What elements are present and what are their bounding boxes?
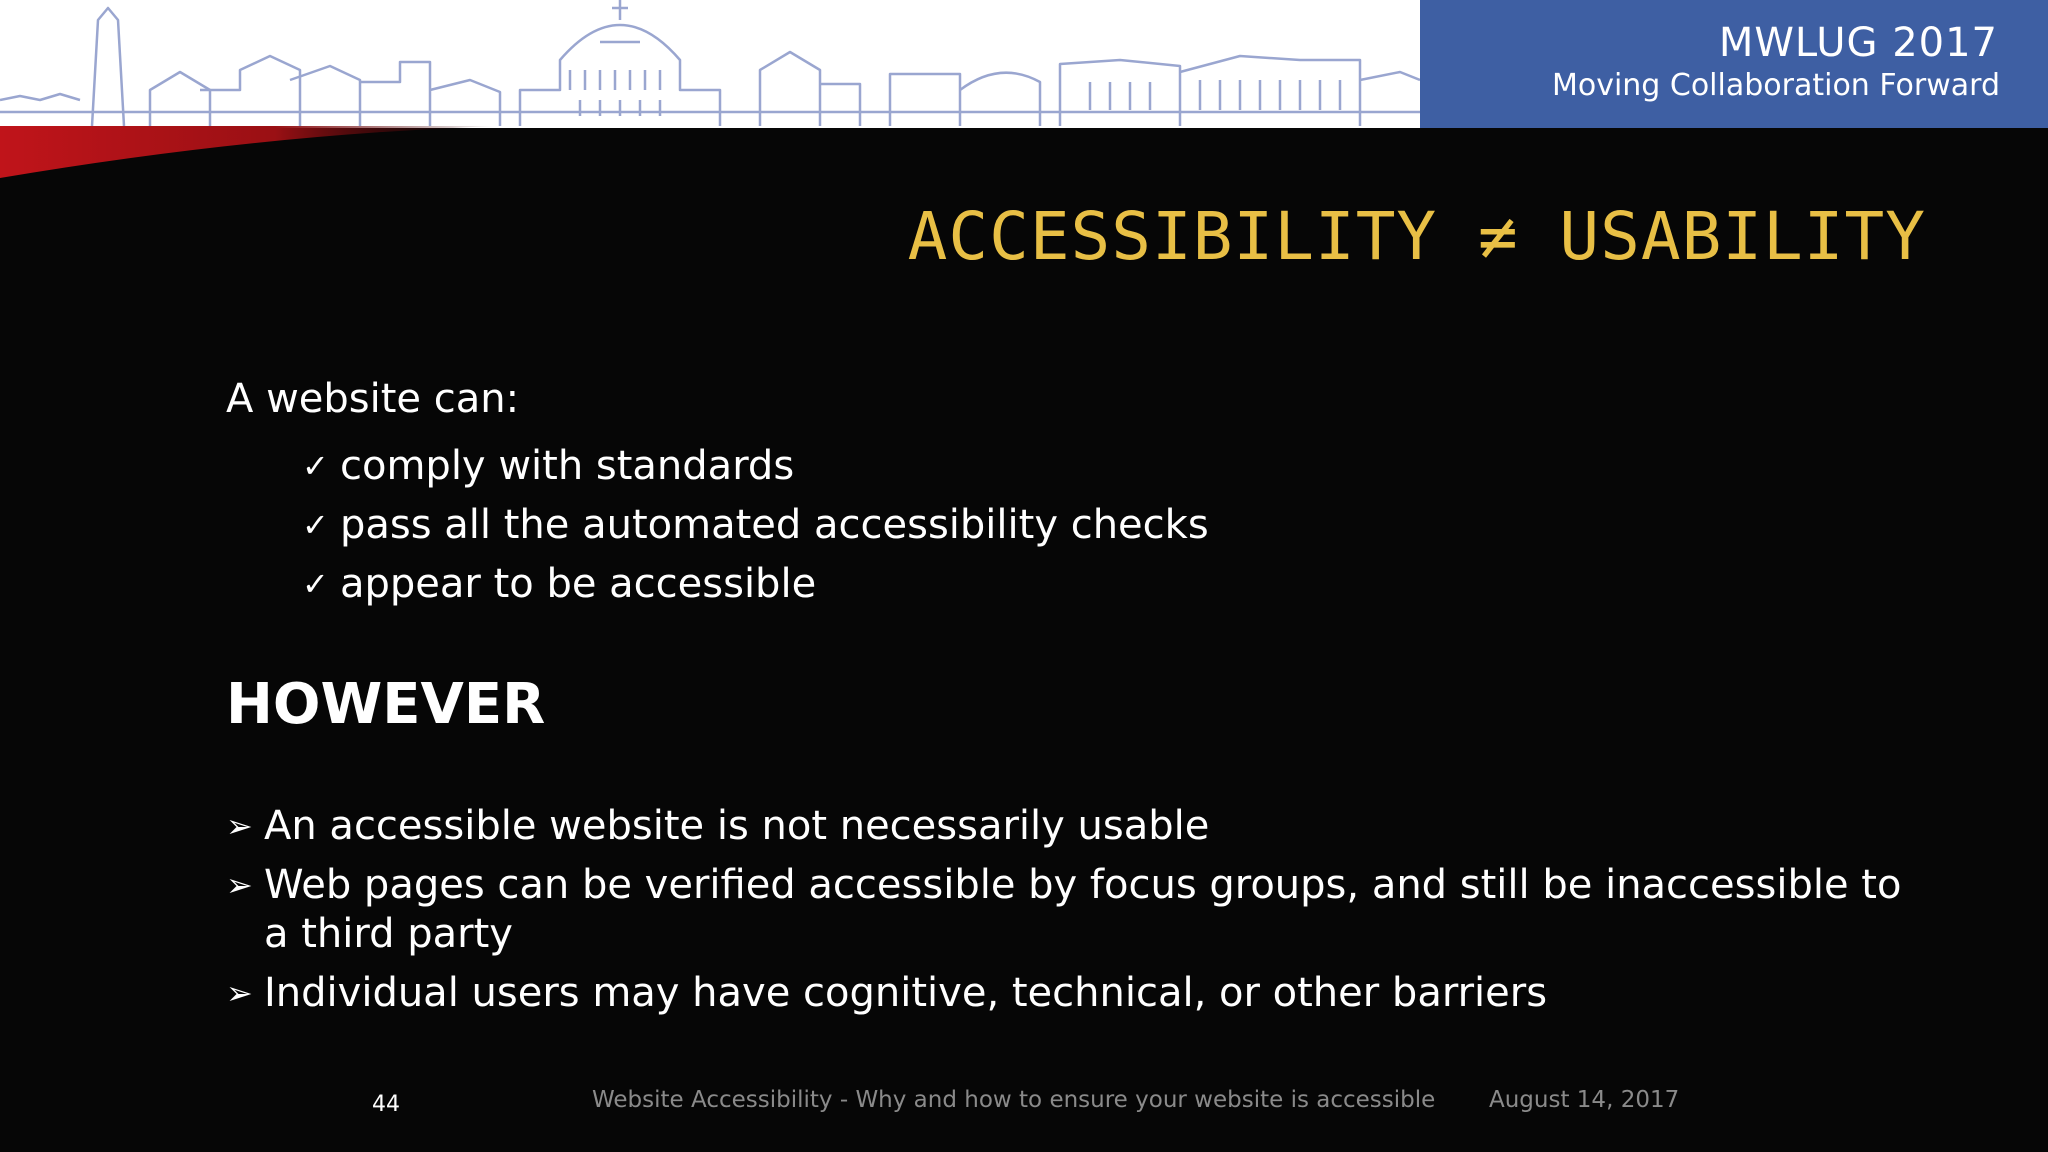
check-item	[302, 436, 1209, 495]
bullet-item	[226, 969, 1906, 1018]
bullet-item-text: Web pages can be verified accessible by focus groups, and still be inaccessible to a third party	[264, 862, 1902, 957]
footer-date: August 14, 2017	[1489, 1087, 1680, 1113]
bullet-item-text: An accessible website is not necessarily usable	[264, 803, 1210, 849]
bullet-list	[226, 802, 1906, 1028]
conference-tagline: Moving Collaboration Forward	[1551, 68, 2000, 103]
red-swoosh-icon	[0, 126, 500, 186]
slide-number: 44	[372, 1092, 400, 1117]
arrow-bullet-icon: ➢	[226, 866, 253, 904]
check-item	[302, 554, 1209, 613]
slide-title: ACCESSIBILITY ≠ USABILITY	[907, 198, 1926, 275]
footer-title: Website Accessibility - Why and how to ensure your website is accessible	[592, 1087, 1436, 1113]
checkmark-icon: ✓	[302, 446, 329, 485]
intro-text: A website can:	[226, 376, 520, 422]
skyline-illustration	[0, 0, 1420, 128]
check-item-text: comply with standards	[340, 442, 795, 489]
check-item-text: pass all the automated accessibility checks	[340, 501, 1209, 548]
checkmark-icon: ✓	[302, 564, 329, 603]
checkmark-icon: ✓	[302, 505, 329, 544]
brand-panel	[1420, 0, 2048, 128]
conference-name: MWLUG 2017	[1718, 20, 1998, 66]
check-item-text: appear to be accessible	[340, 560, 817, 607]
bullet-item	[226, 861, 1906, 959]
check-item	[302, 495, 1209, 554]
bullet-item-text: Individual users may have cognitive, technical, or other barriers	[264, 970, 1548, 1016]
arrow-bullet-icon: ➢	[226, 807, 253, 845]
conference-banner	[0, 0, 2048, 128]
bullet-item	[226, 802, 1906, 851]
check-list	[302, 436, 1209, 613]
skyline-sketch-icon	[0, 0, 1420, 128]
arrow-bullet-icon: ➢	[226, 974, 253, 1012]
however-heading: HOWEVER	[226, 672, 546, 737]
